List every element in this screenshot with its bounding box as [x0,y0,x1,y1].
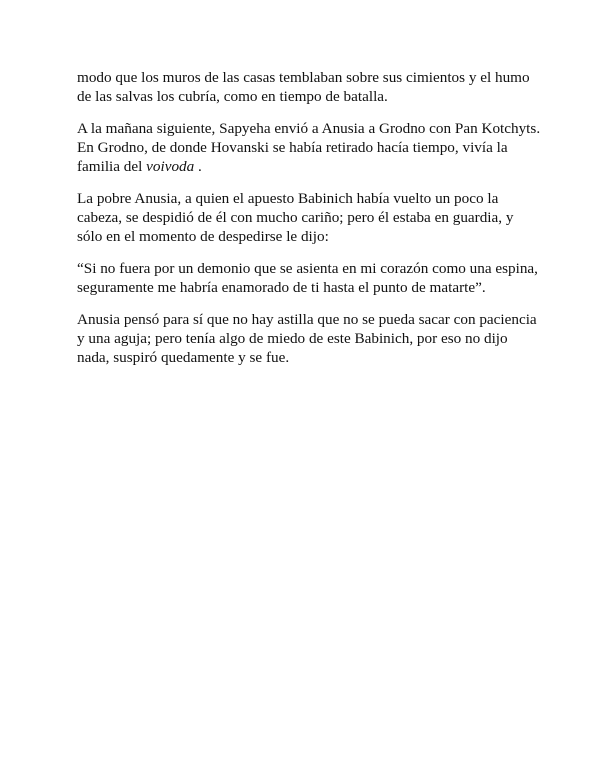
italic-term: voivoda [146,158,195,175]
text-line: sólo en el momento de despedirse le dijo: [77,228,329,245]
text-line: En Grodno, de donde Hovanski se había retirado hacía tiempo, vivía la [77,139,508,156]
paragraph-5 [77,310,537,367]
document-body [77,68,541,380]
text-line: modo que los muros de las casas temblaban sobre sus cimientos y el humo [77,69,530,86]
text-line: de las salvas los cubría, como en tiempo de batalla. [77,88,388,105]
text-segment: . [194,158,202,175]
text-line: cabeza, se despidió de él con mucho cariño; pero él estaba en guardia, y [77,209,514,226]
text-line [77,157,537,176]
text-line: y una aguja; pero tenía algo de miedo de este Babinich, por eso no dijo [77,330,508,347]
paragraph-2 [77,119,541,176]
text-line: A la mañana siguiente, Sapyeha envió a Anusia a Grodno con Pan Kotchyts. [77,120,541,137]
paragraph-4-quote [77,259,537,297]
text-line: nada, suspiró quedamente y se fue. [77,349,290,366]
paragraph-1 [77,68,537,106]
paragraph-3 [77,189,537,246]
text-line: Anusia pensó para sí que no hay astilla que no se pueda sacar con paciencia [77,311,537,328]
text-line: La pobre Anusia, a quien el apuesto Babinich había vuelto un poco la [77,190,499,207]
text-line: “Si no fuera por un demonio que se asienta en mi corazón como una espina, [77,260,538,277]
text-segment: familia del [77,158,147,175]
text-line: seguramente me habría enamorado de ti hasta el punto de matarte”. [77,279,486,296]
